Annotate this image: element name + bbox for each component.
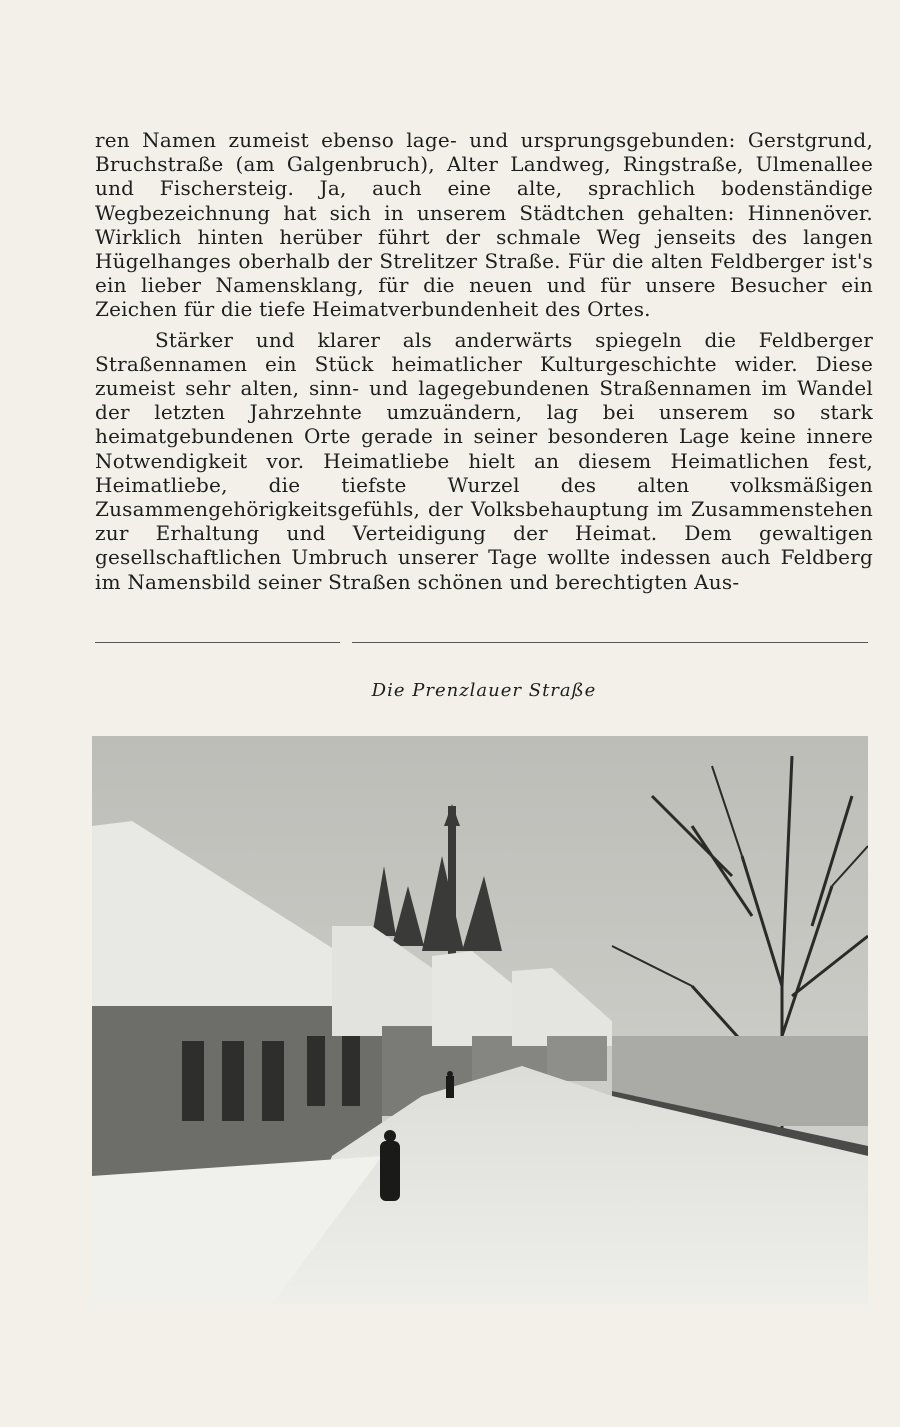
paragraph-2: Stärker und klarer als anderwärts spiegeln die Feldberger Straßennamen ein Stück heimatlicher Kulturgeschichte wider. Diese zumeist sehr alten, sinn- und lagegebundenen Straßennamen im Wandel der letzten Jahrzehnte umzuändern, lag bei unserem so stark heimatgebundenen Orte gerade in seiner besonderen Lage keine innere Notwendigkeit vor. Heimatliebe hielt an diesem Heimatlichen fest, Heimatliebe, die tiefste Wurzel des alten volksmäßigen Zusammengehörigkeitsgefühls, der Volksbehauptung im Zusammenstehen zur Erhaltung und Verteidigung der Heimat. Dem gewaltigen gesellschaftlichen Umbruch unserer Tage wollte indessen auch Feldberg im Namensbild seiner Straßen schönen und berechtigten Aus- [95,327,873,594]
photo-caption: Die Prenzlauer Straße [371,680,597,701]
divider-left [95,642,340,643]
winter-street-illustration [92,736,868,1304]
body-text [95,128,873,594]
divider-right [352,642,868,643]
paragraph-1: ren Namen zumeist ebenso lage- und ursprungsgebunden: Gerstgrund, Bruchstraße (am Galgenbruch), Alter Landweg, Ringstraße, Ulmenallee und Fischersteig. Ja, auch eine alte, sprachlich bodenständige Wegbezeichnung hat sich in unserem Städtchen gehalten: Hinnenöver. Wirklich hinten herüber führt der schmale Weg jenseits des langen Hügelhanges oberhalb der Strelitzer Straße. Für die alten Feldberger ist's ein lieber Namensklang, für die neuen und für unsere Besucher ein Zeichen für die tiefe Heimatverbundenheit des Ortes. [95,128,873,322]
street-photo [92,736,868,1304]
